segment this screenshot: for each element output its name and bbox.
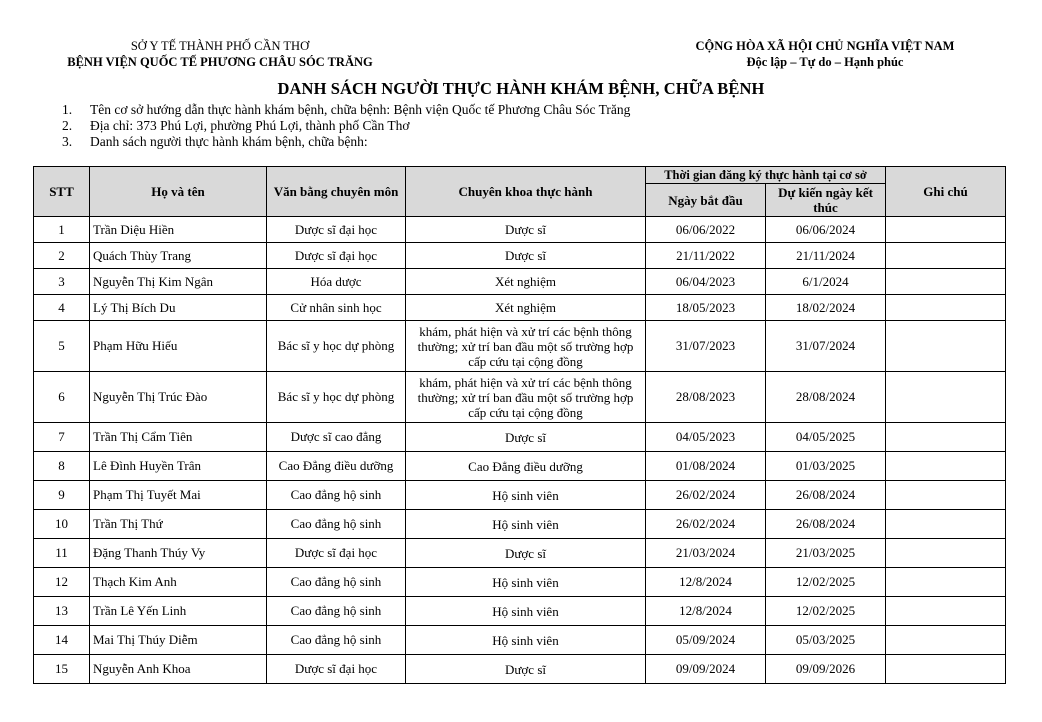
cell-start-date: 21/03/2024 bbox=[646, 539, 766, 568]
cell-stt: 9 bbox=[34, 481, 90, 510]
cell-specialty: Xét nghiệm bbox=[406, 269, 646, 295]
info-item-number: 1. bbox=[62, 102, 73, 117]
info-item-text: Địa chỉ: 373 Phú Lợi, phường Phú Lợi, thành phố Cần Thơ bbox=[90, 118, 410, 133]
cell-note bbox=[886, 597, 1006, 626]
agency-header bbox=[40, 38, 400, 70]
cell-name: Trần Thị Thứ bbox=[90, 510, 267, 539]
cell-end-date: 26/08/2024 bbox=[766, 510, 886, 539]
cell-start-date: 09/09/2024 bbox=[646, 655, 766, 684]
cell-end-date: 31/07/2024 bbox=[766, 321, 886, 372]
cell-specialty: Dược sĩ bbox=[406, 655, 646, 684]
cell-stt: 6 bbox=[34, 372, 90, 423]
cell-end-date: 26/08/2024 bbox=[766, 481, 886, 510]
cell-stt: 1 bbox=[34, 217, 90, 243]
cell-note bbox=[886, 269, 1006, 295]
cell-specialty: Hộ sinh viên bbox=[406, 597, 646, 626]
cell-stt: 12 bbox=[34, 568, 90, 597]
cell-start-date: 28/08/2023 bbox=[646, 372, 766, 423]
cell-stt: 14 bbox=[34, 626, 90, 655]
cell-degree: Cao Đẳng điều dưỡng bbox=[267, 452, 406, 481]
cell-start-date: 06/04/2023 bbox=[646, 269, 766, 295]
cell-name: Nguyễn Thị Trúc Đào bbox=[90, 372, 267, 423]
cell-degree: Bác sĩ y học dự phòng bbox=[267, 372, 406, 423]
cell-degree: Cao đẳng hộ sinh bbox=[267, 481, 406, 510]
header-degree: Văn bằng chuyên môn bbox=[267, 167, 406, 217]
cell-specialty: Hộ sinh viên bbox=[406, 626, 646, 655]
cell-end-date: 28/08/2024 bbox=[766, 372, 886, 423]
cell-specialty: Xét nghiệm bbox=[406, 295, 646, 321]
cell-start-date: 26/02/2024 bbox=[646, 510, 766, 539]
cell-specialty: Hộ sinh viên bbox=[406, 481, 646, 510]
cell-stt: 2 bbox=[34, 243, 90, 269]
cell-note bbox=[886, 626, 1006, 655]
cell-degree: Cử nhân sinh học bbox=[267, 295, 406, 321]
cell-name: Trần Diệu Hiền bbox=[90, 217, 267, 243]
cell-end-date: 01/03/2025 bbox=[766, 452, 886, 481]
cell-end-date: 05/03/2025 bbox=[766, 626, 886, 655]
cell-end-date: 18/02/2024 bbox=[766, 295, 886, 321]
cell-start-date: 06/06/2022 bbox=[646, 217, 766, 243]
cell-stt: 8 bbox=[34, 452, 90, 481]
header-start-date: Ngày bắt đầu bbox=[646, 184, 766, 217]
cell-stt: 13 bbox=[34, 597, 90, 626]
header-name: Họ và tên bbox=[90, 167, 267, 217]
agency-hospital: BỆNH VIỆN QUỐC TẾ PHƯƠNG CHÂU SÓC TRĂNG bbox=[67, 55, 373, 69]
cell-name: Quách Thùy Trang bbox=[90, 243, 267, 269]
agency-department: SỞ Y TẾ THÀNH PHỐ CẦN THƠ bbox=[130, 39, 310, 53]
table-row bbox=[34, 269, 1006, 295]
cell-specialty: Dược sĩ bbox=[406, 423, 646, 452]
cell-degree: Dược sĩ cao đẳng bbox=[267, 423, 406, 452]
cell-end-date: 12/02/2025 bbox=[766, 597, 886, 626]
cell-stt: 5 bbox=[34, 321, 90, 372]
cell-degree: Dược sĩ đại học bbox=[267, 539, 406, 568]
cell-note bbox=[886, 372, 1006, 423]
cell-end-date: 21/11/2024 bbox=[766, 243, 886, 269]
cell-start-date: 05/09/2024 bbox=[646, 626, 766, 655]
national-motto: Độc lập – Tự do – Hạnh phúc bbox=[746, 55, 904, 69]
cell-degree: Bác sĩ y học dự phòng bbox=[267, 321, 406, 372]
cell-start-date: 18/05/2023 bbox=[646, 295, 766, 321]
info-item bbox=[62, 118, 630, 134]
cell-start-date: 04/05/2023 bbox=[646, 423, 766, 452]
cell-specialty: Cao Đẳng điều dưỡng bbox=[406, 452, 646, 481]
cell-name: Lê Đình Huyền Trân bbox=[90, 452, 267, 481]
table-row bbox=[34, 372, 1006, 423]
info-item-number: 2. bbox=[62, 118, 73, 133]
practitioner-table bbox=[33, 166, 1006, 684]
cell-name: Phạm Thị Tuyết Mai bbox=[90, 481, 267, 510]
cell-start-date: 12/8/2024 bbox=[646, 568, 766, 597]
table-row bbox=[34, 295, 1006, 321]
cell-degree: Cao đẳng hộ sinh bbox=[267, 510, 406, 539]
cell-note bbox=[886, 510, 1006, 539]
table-body bbox=[34, 217, 1006, 684]
header-specialty: Chuyên khoa thực hành bbox=[406, 167, 646, 217]
cell-specialty: Hộ sinh viên bbox=[406, 568, 646, 597]
info-item-number: 3. bbox=[62, 134, 73, 149]
cell-note bbox=[886, 243, 1006, 269]
cell-end-date: 6/1/2024 bbox=[766, 269, 886, 295]
cell-note bbox=[886, 539, 1006, 568]
cell-specialty: khám, phát hiện và xử trí các bệnh thông thường; xử trí ban đầu một số trường hợp cấp cứu tại cộng đồng bbox=[406, 372, 646, 423]
cell-end-date: 12/02/2025 bbox=[766, 568, 886, 597]
table-row bbox=[34, 626, 1006, 655]
cell-start-date: 21/11/2022 bbox=[646, 243, 766, 269]
cell-name: Lý Thị Bích Du bbox=[90, 295, 267, 321]
cell-degree: Dược sĩ đại học bbox=[267, 217, 406, 243]
cell-name: Nguyễn Anh Khoa bbox=[90, 655, 267, 684]
cell-note bbox=[886, 295, 1006, 321]
table-row bbox=[34, 510, 1006, 539]
cell-name: Đặng Thanh Thúy Vy bbox=[90, 539, 267, 568]
cell-specialty: Dược sĩ bbox=[406, 539, 646, 568]
table-row bbox=[34, 243, 1006, 269]
table-row bbox=[34, 568, 1006, 597]
table-row bbox=[34, 597, 1006, 626]
cell-stt: 11 bbox=[34, 539, 90, 568]
info-item-text: Tên cơ sở hướng dẫn thực hành khám bệnh, chữa bệnh: Bệnh viện Quốc tế Phương Châu Sóc Trăng bbox=[90, 102, 631, 117]
cell-degree: Dược sĩ đại học bbox=[267, 243, 406, 269]
table-row bbox=[34, 217, 1006, 243]
cell-note bbox=[886, 655, 1006, 684]
table-row bbox=[34, 321, 1006, 372]
cell-specialty: khám, phát hiện và xử trí các bệnh thông thường; xử trí ban đầu một số trường hợp cấp cứu tại cộng đồng bbox=[406, 321, 646, 372]
national-name: CỘNG HÒA XÃ HỘI CHỦ NGHĨA VIỆT NAM bbox=[695, 39, 955, 53]
cell-degree: Cao đẳng hộ sinh bbox=[267, 626, 406, 655]
cell-note bbox=[886, 217, 1006, 243]
header-end-date: Dự kiến ngày kết thúc bbox=[766, 184, 886, 217]
cell-note bbox=[886, 452, 1006, 481]
table-row bbox=[34, 481, 1006, 510]
cell-degree: Cao đẳng hộ sinh bbox=[267, 568, 406, 597]
cell-end-date: 09/09/2026 bbox=[766, 655, 886, 684]
cell-end-date: 21/03/2025 bbox=[766, 539, 886, 568]
cell-stt: 7 bbox=[34, 423, 90, 452]
national-header bbox=[680, 38, 970, 70]
cell-name: Thạch Kim Anh bbox=[90, 568, 267, 597]
header-stt: STT bbox=[34, 167, 90, 217]
cell-specialty: Hộ sinh viên bbox=[406, 510, 646, 539]
cell-degree: Dược sĩ đại học bbox=[267, 655, 406, 684]
cell-end-date: 06/06/2024 bbox=[766, 217, 886, 243]
cell-stt: 15 bbox=[34, 655, 90, 684]
cell-name: Phạm Hữu Hiếu bbox=[90, 321, 267, 372]
info-item bbox=[62, 134, 630, 150]
document-title: DANH SÁCH NGƯỜI THỰC HÀNH KHÁM BỆNH, CHỮA BỆNH bbox=[277, 79, 765, 98]
cell-stt: 10 bbox=[34, 510, 90, 539]
cell-stt: 3 bbox=[34, 269, 90, 295]
cell-start-date: 31/07/2023 bbox=[646, 321, 766, 372]
table-row bbox=[34, 423, 1006, 452]
header-period-group: Thời gian đăng ký thực hành tại cơ sở bbox=[646, 167, 886, 184]
cell-note bbox=[886, 321, 1006, 372]
cell-specialty: Dược sĩ bbox=[406, 217, 646, 243]
info-list bbox=[62, 102, 630, 150]
table-row bbox=[34, 452, 1006, 481]
cell-start-date: 26/02/2024 bbox=[646, 481, 766, 510]
cell-stt: 4 bbox=[34, 295, 90, 321]
cell-degree: Hóa dược bbox=[267, 269, 406, 295]
cell-name: Nguyễn Thị Kim Ngân bbox=[90, 269, 267, 295]
cell-name: Trần Lê Yến Linh bbox=[90, 597, 267, 626]
cell-end-date: 04/05/2025 bbox=[766, 423, 886, 452]
info-item-text: Danh sách người thực hành khám bệnh, chữa bệnh: bbox=[90, 134, 368, 149]
cell-start-date: 01/08/2024 bbox=[646, 452, 766, 481]
info-item bbox=[62, 102, 630, 118]
table-row bbox=[34, 539, 1006, 568]
cell-specialty: Dược sĩ bbox=[406, 243, 646, 269]
cell-start-date: 12/8/2024 bbox=[646, 597, 766, 626]
cell-degree: Cao đẳng hộ sinh bbox=[267, 597, 406, 626]
cell-name: Mai Thị Thúy Diễm bbox=[90, 626, 267, 655]
cell-name: Trần Thị Cẩm Tiên bbox=[90, 423, 267, 452]
cell-note bbox=[886, 481, 1006, 510]
cell-note bbox=[886, 568, 1006, 597]
table-header bbox=[34, 167, 1006, 217]
header-note: Ghi chú bbox=[886, 167, 1006, 217]
cell-note bbox=[886, 423, 1006, 452]
table-row bbox=[34, 655, 1006, 684]
